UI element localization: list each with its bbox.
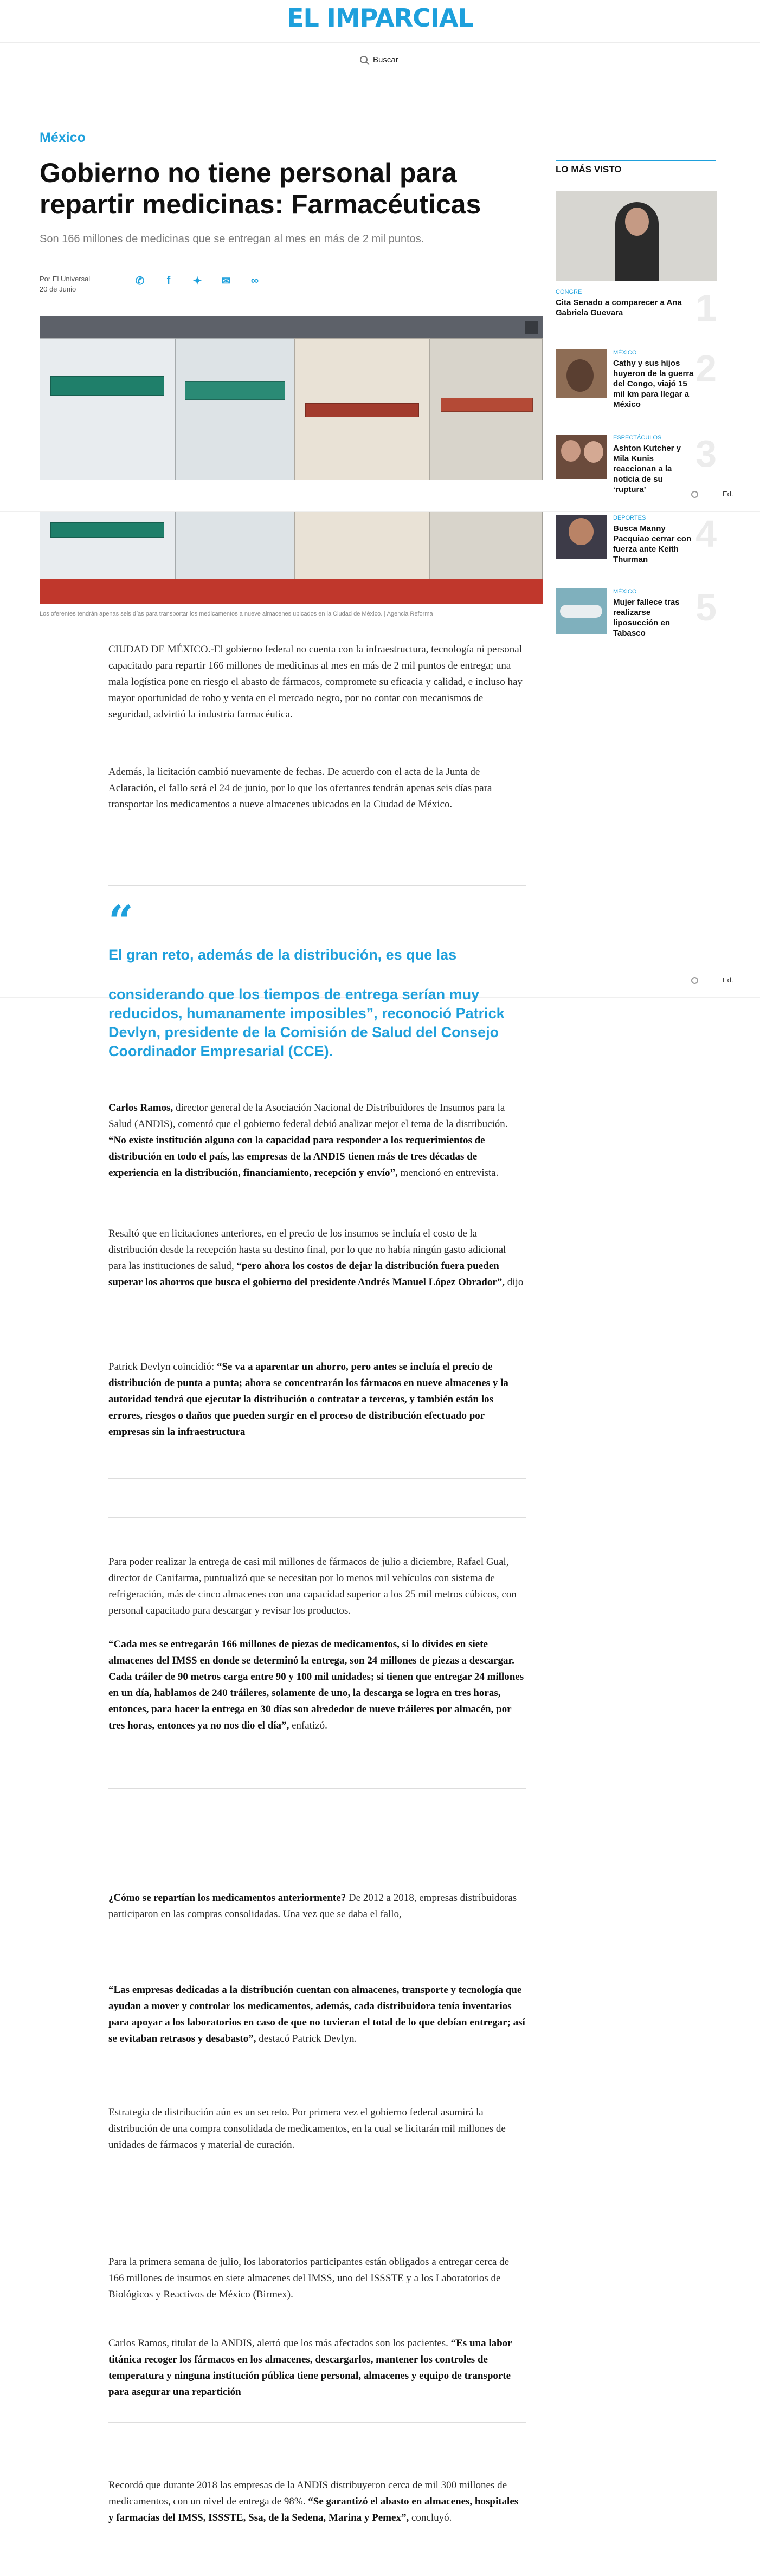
- article-headline: Gobierno no tiene personal para repartir medicinas: Farmacéuticas: [40, 158, 481, 219]
- rail-item-category: CONGRE: [556, 289, 582, 295]
- site-logo[interactable]: EL IMPARCIAL: [287, 3, 473, 33]
- article-photo-lower: [40, 512, 543, 604]
- paragraph-text: mencionó en entrevista.: [397, 1167, 499, 1179]
- article-paragraph: Estrategia de distribución aún es un secreto. Por primera vez el gobierno federal asumirá la distribución de una compra consolidada de medicamentos, en la cual se licitarán mil millones de unidades de fármacos y material de curación.: [108, 2107, 506, 2151]
- rail-item-rank: 1: [695, 287, 717, 329]
- paragraph-text: Patrick Devlyn coincidió:: [108, 1361, 217, 1373]
- rail-item-headline[interactable]: Mujer fallece tras realizarse liposucción en Tabasco: [613, 598, 680, 638]
- rail-item[interactable]: [556, 289, 717, 332]
- paragraph-quote: “Se garantizó el abasto en almacenes, hospitales y farmacias del IMSS, ISSSTE, Ssa, de la Sedena, Marina y Pemex”,: [108, 2496, 519, 2523]
- rail-item[interactable]: [556, 432, 717, 494]
- rail-item-rank: 2: [695, 347, 717, 390]
- article-paragraph: [108, 1890, 526, 1923]
- rail-item-thumbnail[interactable]: [556, 515, 607, 559]
- paragraph-subhead: ¿Cómo se repartían los medicamentos anteriormente?: [108, 1892, 346, 1904]
- link-icon[interactable]: ∞: [250, 274, 259, 287]
- expand-icon[interactable]: [525, 321, 538, 334]
- paragraph-quote: “Es una labor titánica recoger los fármacos en los almacenes, descargarlos, mantener los controles de temperatura y ninguna institución pública tiene personal, almacenes y equipo de transporte para asegurar una repartición: [108, 2338, 512, 2398]
- paragraph-text: director general de la Asociación Nacional de Distribuidores de Insumos para la Salud (ANDIS), comentó que el gobierno federal debió analizar mejor el tema de la distribución.: [108, 1102, 508, 1130]
- divider: [108, 1517, 526, 1518]
- paragraph-lead: Carlos Ramos,: [108, 1102, 173, 1114]
- pull-quote: El gran reto, además de la distribución, es que las: [108, 947, 457, 963]
- paragraph-quote: “No existe institución alguna con la capacidad para responder a los requerimientos de distribución en todo el país, las empresas de la ANDIS tienen más de tres décadas de experiencia en la distribución, financiamiento, recepción y envío”,: [108, 1135, 485, 1179]
- rail-item-headline[interactable]: Cita Senado a comparecer a Ana Gabriela Guevara: [556, 298, 682, 318]
- rail-item-category: DEPORTES: [613, 515, 646, 521]
- divider: [108, 2422, 526, 2423]
- publish-date: 20 de Junio: [40, 285, 76, 293]
- article-paragraph: [108, 1226, 526, 1291]
- search-icon[interactable]: [691, 977, 698, 984]
- rail-item-category: MÉXICO: [613, 588, 637, 595]
- photo-caption: Los oferentes tendrán apenas seis días para transportar los medicamentos a nueve almacenes ubicados en la Ciudad de México. | Agencia Reforma: [40, 611, 433, 617]
- article-paragraph: [108, 2477, 526, 2526]
- rail-item-headline[interactable]: Ashton Kutcher y Mila Kunis reaccionan a la noticia de su ‘ruptura’: [613, 444, 681, 494]
- paragraph-text: Resaltó que en licitaciones anteriores, en el precio de los insumos se incluía el costo de la distribución desde la recepción hasta su destino final, por lo que no había ningún gasto adicional para las instituciones de salud,: [108, 1228, 506, 1272]
- quote-icon: “: [108, 896, 134, 947]
- paragraph-text: concluyó.: [409, 2512, 452, 2523]
- rail-accent: [556, 160, 716, 161]
- edition-label[interactable]: Ed.: [723, 976, 733, 984]
- paragraph-text: De 2012 a 2018, empresas distribuidoras participaron en las compras consolidadas. Una vez que se daba el fallo,: [108, 1892, 517, 1920]
- paragraph-text: Recordó que durante 2018 las empresas de la ANDIS distribuyeron cerca de mil 300 millones de medicamentos, con un nivel de entrega de 98%.: [108, 2480, 507, 2507]
- rail-item-rank: 5: [695, 586, 717, 629]
- edition-label[interactable]: Ed.: [723, 490, 733, 498]
- article-paragraph: Para poder realizar la entrega de casi mil millones de fármacos de julio a diciembre, Rafael Gual, director de Canifarma, puntualizó que se necesitan por lo menos mil vehículos con sistema de refrigeración, más de cinco almacenes con una capacidad superior a los 25 mil metros cúbicos, con personal capacitado para descargar y revisar los productos.: [108, 1556, 517, 1616]
- paragraph-text: destacó Patrick Devlyn.: [256, 2033, 357, 2044]
- article-paragraph: [108, 2335, 526, 2400]
- paragraph-text: dijo: [505, 1277, 524, 1288]
- rail-item[interactable]: [556, 347, 717, 409]
- header-divider: [0, 42, 760, 43]
- search-icon: [360, 56, 368, 63]
- whatsapp-icon[interactable]: ✆: [135, 275, 145, 287]
- author: Por El Universal: [40, 275, 91, 283]
- paragraph-text: enfatizó.: [289, 1720, 327, 1731]
- article-paragraph: [108, 1636, 526, 1734]
- rail-item-headline[interactable]: Cathy y sus hijos huyeron de la guerra del Congo, viajó 15 mil km para llegar a México: [613, 359, 694, 409]
- article-paragraph: Para la primera semana de julio, los laboratorios participantes están obligados a entregar cerca de 166 millones de insumos en siete almacenes del IMSS, uno del ISSSTE y a los Laboratorios de Biológicos y Reactivos de México (Birmex).: [108, 2256, 510, 2300]
- search-label: Buscar: [373, 55, 398, 64]
- divider: [108, 1788, 526, 1789]
- email-icon[interactable]: ✉: [221, 275, 231, 287]
- divider: [108, 885, 526, 886]
- article-paragraph: CIUDAD DE MÉXICO.-El gobierno federal no cuenta con la infraestructura, tecnología ni personal capacitado para repartir 166 millones de medicinas al mes en más de 2 mil puntos de entrega; una mala logística pone en riesgo el abasto de fármacos, compromete su eficacia y calidad, e incluso hay mayor oportunidad de robo y venta en el mercado negro, por no contar con mecanismos de seguridad, advirtió la industria farmacéutica.: [108, 644, 523, 720]
- rail-item-thumbnail[interactable]: [556, 588, 607, 634]
- article-photo: [40, 316, 543, 480]
- facebook-icon[interactable]: f: [166, 274, 171, 287]
- rail-item-category: ESPECTÁCULOS: [613, 435, 662, 441]
- paragraph-quote: “Las empresas dedicadas a la distribución cuentan con almacenes, transporte y tecnología que ayudan a mover y controlar los medicamentos, además, cada distribuidora tenía inventarios para apoyar a los laboratorios en caso de que no tuvieran el total de lo que debían entregar; así se evitaban retrasos y desabasto”,: [108, 1984, 525, 2044]
- rail-item[interactable]: [556, 586, 717, 638]
- article-paragraph: [108, 1982, 526, 2047]
- rail-item-thumbnail[interactable]: [556, 349, 607, 398]
- section-tag[interactable]: México: [40, 130, 86, 145]
- rail-item-thumbnail[interactable]: [556, 435, 607, 479]
- rail-item-rank: 4: [695, 513, 717, 555]
- article-paragraph: [108, 1100, 526, 1181]
- paragraph-quote: “pero ahora los costos de dejar la distribución fuera pueden superar los ahorros que busca el gobierno del presidente Andrés Manuel López Obrador”,: [108, 1260, 505, 1288]
- article-paragraph: Además, la licitación cambió nuevamente de fechas. De acuerdo con el acta de la Junta de Aclaración, el fallo será el 24 de junio, por lo que los ofertantes tendrán apenas seis días para transportar los medicamentos a nueve almacenes ubicados en la Ciudad de México.: [108, 766, 492, 810]
- search-button[interactable]: [360, 51, 398, 68]
- rail-item-headline[interactable]: Busca Manny Pacquiao cerrar con fuerza ante Keith Thurman: [613, 524, 692, 564]
- paragraph-quote: “Cada mes se entregarán 166 millones de piezas de medicamentos, si lo divides en siete almacenes del IMSS en donde se determinó la entrega, son 24 millones de piezas a descargar. Cada tráiler de 90 metros carga entre 90 y 100 mil unidades; si tienen que entregar 24 millones en un día, hablamos de 240 tráileres, solamente de uno, la descarga se logra en tres horas, entonces, para hacer la entrega en 30 días son alrededor de nueve tráileres por almacén, por tres horas, entonces ya no nos dio el día”,: [108, 1639, 524, 1731]
- share-bar: [133, 274, 262, 287]
- site-header: [0, 0, 760, 70]
- twitter-icon[interactable]: ✦: [192, 275, 202, 287]
- paragraph-quote: “Se va a aparentar un ahorro, pero antes se incluía el precio de distribución de punta a punta; ahora se concentrarán los fármacos en nueve almacenes y la autoridad tendrá que ejecutar la distribución o contratar a terceros, y también están los errores, riesgos o daños que pueden surgir en el proceso de distribución efectuado por empresas sin la infraestructura: [108, 1361, 508, 1438]
- rail-item-category: MÉXICO: [613, 349, 637, 356]
- byline: [40, 274, 90, 294]
- article-dek: Son 166 millones de medicinas que se entregan al mes en más de 2 mil puntos.: [40, 233, 424, 245]
- paragraph-text: Carlos Ramos, titular de la ANDIS, alertó que los más afectados son los pacientes.: [108, 2338, 451, 2349]
- divider: [108, 1478, 526, 1479]
- rail-hero-image[interactable]: [556, 191, 717, 281]
- rail-item-rank: 3: [695, 432, 717, 475]
- pull-quote-continued: considerando que los tiempos de entrega serían muy reducidos, humanamente imposibles”, reconoció Patrick Devlyn, presidente de la Comisión de Salud del Consejo Coordinador Empresarial (CCE).: [108, 986, 505, 1059]
- article-paragraph: [108, 1359, 526, 1440]
- most-read-title: LO MÁS VISTO: [556, 164, 622, 174]
- rail-item[interactable]: [556, 513, 717, 564]
